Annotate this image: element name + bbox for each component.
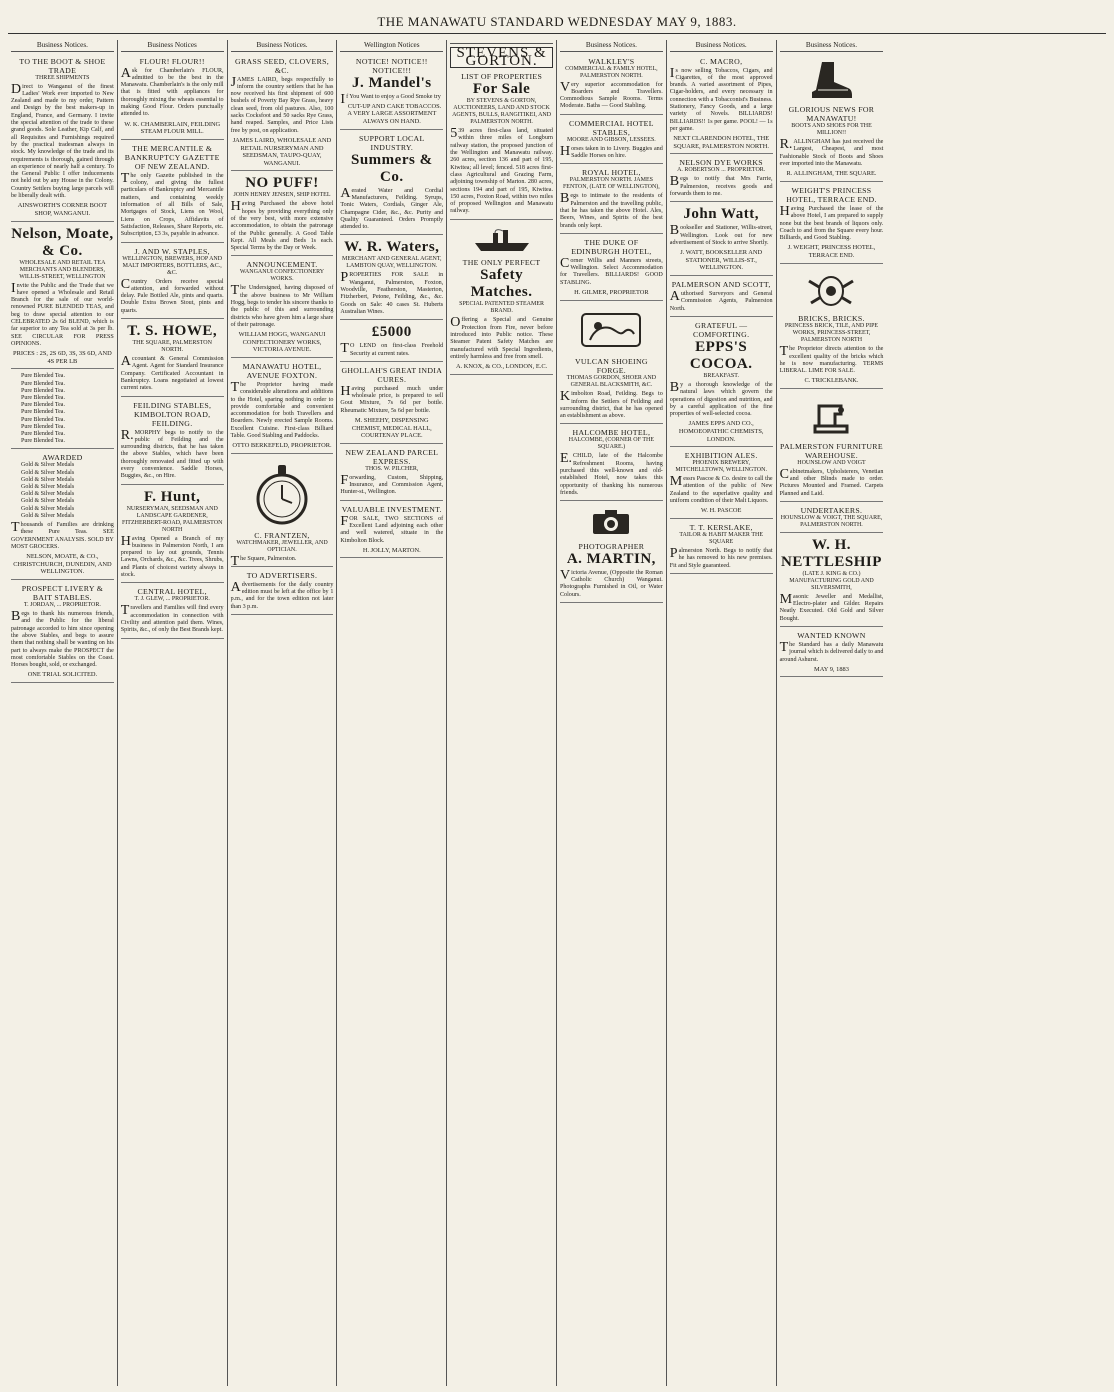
advertisement — [340, 237, 443, 320]
advertisement — [340, 55, 443, 130]
ad-subtitle: THE SQUARE, PALMERSTON NORTH. — [132, 340, 212, 354]
ad-body: Ask for Chamberlain's FLOUR, admitted to be the best in the Manawatu. Chamberlain's is the only mill that is fitted with appliances for thoroughly mixing the wheats essential to making Good Flour. Orders punctually attended to. — [120, 65, 224, 118]
ad-body: Having Opened a Branch of my business in Palmerston North, I am prepared to lay out grounds, Tennis Lawns, Orchards, &c., &c. Trees, Shrubs, and Plants of choicest variety always in stock. — [120, 533, 224, 579]
ad-subtitle: PHOENIX BREWERY, MITCHELLTOWN, WELLINGTON. — [675, 460, 767, 474]
ad-subtitle: PALMERSTON NORTH. JAMES FENTON, (LATE OF WELLINGTON), — [562, 177, 660, 191]
ad-headline: W. R. Waters, — [344, 239, 440, 256]
ad-subtitle: T. JORDAN, ... PROPRIETOR. — [23, 602, 101, 609]
ad-title: HALCOMBE HOTEL, — [572, 428, 651, 438]
ad-title: T. T. KERSLAKE, — [689, 522, 753, 532]
masthead-rule — [8, 33, 1106, 34]
ad-subtitle: THOMAS GORDON, SHOER AND GENERAL BLACKSMITH, &C. — [566, 375, 657, 389]
ad-headline: Summers & Co. — [351, 151, 433, 185]
ad-title: GLORIOUS NEWS FOR MANAWATU! — [788, 105, 875, 124]
advertisement — [560, 303, 663, 425]
ad-headline: For Sale — [472, 81, 531, 98]
column-heading: Business Notices — [121, 40, 224, 52]
ad-signature: JAMES EPPS AND CO., HOMOEOPATHIC CHEMISTS, LONDON. — [678, 420, 764, 443]
ad-title: LIST OF PROPERTIES — [461, 72, 543, 82]
ad-body: PROPERTIES FOR SALE in Wanganui, Palmerston, Foxton, Woodville, Featherston, Masterton, Fitzherbert, Petone, Feilding, &c., &c. Goods on Sale: 40 cases St. Huberts Australian Wines. — [340, 270, 444, 315]
ad-signature: C. TRICKLEBANK. — [804, 377, 859, 385]
ad-body: The Proprietor having made considerable alterations and additions to the Hotel, sparing nothing in order to provide comfortable and convenient accommodation for both Travellers and Boarders. Newly erected Sample Rooms. Excellent Cuisine. First-class Billiard Table. Good Stabling and Paddocks. — [230, 379, 334, 440]
ad-body: Palmerston North. Begs to notify that he has removed to his new premises. Fit and Style guaranteed. — [669, 545, 773, 569]
ad-list-item: Pure Blended Tea. — [21, 373, 65, 380]
ad-subtitle: A. ROBERTSON ... PROPRIETOR. — [677, 167, 766, 174]
advertisement — [121, 245, 224, 319]
ad-body: TO LEND on first-class Freehold Security at current rates. — [340, 341, 444, 357]
column-heading: Business Notices. — [780, 40, 884, 52]
advertisement — [670, 204, 773, 276]
ad-body: FOR SALE, TWO SECTIONS of Excellent Land adjoining each other and well watered, situate in the Kimbolton Block. — [340, 513, 444, 544]
ad-list-item: Pure Blended Tea. — [21, 423, 65, 430]
ad-body: Begs to notify that Mrs Farrie, Palmerston, receives goods and forwards them to me. — [669, 174, 773, 198]
advertisement — [560, 166, 663, 233]
ad-body: Aerated Water and Cordial Manufacturers, Feilding. Syrups, Tonic Waters, Cordials, Ginger Ale, Champagne Cider, &c., &c. Purity and Quality Guaranteed. Orders Promptly attended to. — [340, 185, 444, 231]
ad-title: BRICKS, BRICKS. — [798, 314, 865, 324]
advertisement — [340, 132, 443, 236]
ad-signature: NEXT CLARENDON HOTEL, THE SQUARE, PALMERSTON NORTH. — [673, 135, 770, 150]
ad-body: R.ALLINGHAM has just received the Largest, Cheapest, and most Fashionable Stock of Boots and Shoes ever imported into the Manawatu. — [779, 137, 884, 168]
ad-signature: NELSON, MOATE, & CO., CHRISTCHURCH, DUNEDIN, AND WELLINGTON. — [13, 553, 112, 576]
advertisement — [670, 278, 773, 317]
ad-subtitle: WATCHMAKER, JEWELLER, AND OPTICIAN. — [236, 539, 328, 553]
ad-title: GRASS SEED, CLOVERS, &C. — [235, 56, 329, 75]
ad-signature: WILLIAM HOGG, WANGANUI CONFECTIONERY WORKS, VICTORIA AVENUE. — [238, 331, 326, 354]
ad-title: AWARDED — [42, 453, 83, 463]
advertisement — [11, 224, 114, 370]
ad-headline: £5000 — [371, 324, 412, 341]
ad-title: COMMERCIAL HOTEL STABLES, — [568, 118, 654, 137]
advertisement — [121, 399, 224, 485]
ad-list-item: Gold & Silver Medals — [21, 498, 75, 505]
advertisement — [121, 585, 224, 638]
ad-list-item: Pure Blended Tea. — [21, 409, 65, 416]
column-heading: Business Notices. — [560, 40, 663, 52]
columns-container — [8, 40, 1106, 1386]
advertisement — [780, 391, 884, 502]
ad-body: Kimbolton Road, Feilding. Begs to inform the Settlers of Feilding and surrounding district, that he has opened an establishment as above. — [559, 389, 663, 420]
advertisement — [450, 70, 553, 220]
advertisement — [340, 503, 443, 559]
advertisement — [231, 360, 334, 454]
ad-signature: H. JOLLY, MARTON. — [362, 546, 421, 554]
column-4 — [337, 40, 447, 1386]
ad-body: Country Orders receive special attention, and forwarded without delay. Pale Bottled Ale, pints and quarts. Double Extra Brown Stout, pints and quarts. — [120, 276, 224, 314]
ad-headline: Nelson, Moate, & Co. — [11, 225, 114, 259]
ad-signature: W. K. CHAMBERLAIN, FEILDING STEAM FLOUR MILL. — [124, 120, 221, 136]
ad-signature: W. H. PASCOE — [700, 507, 742, 515]
column-3 — [228, 40, 338, 1386]
advertisement — [560, 236, 663, 301]
advertisement — [121, 142, 224, 243]
ad-title: ROYAL HOTEL, — [582, 168, 641, 178]
ad-signature: J. WATT, BOOKSELLER AND STATIONER, WILLIS-ST., WELLINGTON. — [680, 249, 763, 272]
ad-title: J. AND W. STAPLES, — [134, 246, 210, 256]
ad-subtitle: NURSERYMAN, SEEDSMAN AND LANDSCAPE GARDENER, FITZHERBERT-ROAD, PALMERSTON NORTH — [121, 505, 223, 533]
advertisement — [231, 258, 334, 358]
ad-signature: ONE TRIAL SOLICITED. — [27, 671, 98, 679]
advertisement — [780, 266, 884, 389]
ad-title: EXHIBITION ALES. — [684, 451, 758, 461]
ad-signature: JAMES LAIRD, WHOLESALE AND RETAIL NURSERYMAN AND SEEDSMAN, TAUPO-QUAY, WANGANUI. — [232, 136, 332, 167]
advertisement — [231, 55, 334, 172]
ad-title: WEIGHT'S PRINCESS HOTEL, TERRACE END. — [786, 185, 877, 204]
advertisement — [670, 156, 773, 202]
ad-list-item: Gold & Silver Medals — [21, 469, 75, 476]
ad-list-item: Gold & Silver Medals — [21, 476, 75, 483]
ad-body: 539 acres first-class land, situated within three miles of Longburn railway station, the proposed junction of the Wellington and Manawatu railway. 260 acres, section 136 and part of 195, Kiwitea; all level; fenced. 518 acres first-class Agricultural and Grazing Farm, adjoining township of Marton. 280 acres, sections 194 and part of 195, Kiwitea. 150 acres, Foxton Road, within two miles of proposed Wellington and Manawatu railway. — [450, 126, 553, 215]
ad-body: Cabinetmakers, Upholsterers, Venetian and other Blinds made to order. Pictures Mounted and Framed. Carpets Planned and Laid. — [779, 466, 884, 497]
advertisement — [11, 451, 114, 580]
advertisement — [11, 582, 114, 683]
ad-title: THE DUKE OF EDINBURGH HOTEL, — [571, 237, 652, 256]
column-heading: Business Notices. — [231, 40, 334, 52]
ad-body: By a thorough knowledge of the natural laws which govern the operations of digestion and nutrition, and by a careful application of the fine properties of well-selected cocoa. — [669, 379, 773, 418]
sewing-machine-icon — [780, 396, 884, 439]
ad-title: ANNOUNCEMENT. — [246, 260, 318, 270]
ad-list-item: Pure Blended Tea. — [21, 395, 65, 401]
advertisement — [670, 55, 773, 155]
ad-body: Messrs Pascoe & Co. desire to call the attention of the public of New Zealand to the superlative quality and uniform condition of their Malt Liquors. — [669, 474, 773, 505]
advertisement — [121, 321, 224, 396]
column-heading: Wellington Notices — [340, 40, 443, 52]
ad-list-item: Gold & Silver Medals — [21, 505, 75, 512]
ad-body: Thousands of Families are drinking these Pure Teas. SEE GOVERNMENT ANALYSIS. SOLD BY MOST GROCERS. — [11, 520, 114, 550]
ad-body: Horses taken in to Livery. Buggies and Saddle Horses on hire. — [559, 143, 663, 160]
ad-body: The Proprietor directs attention to the excellent quality of the bricks which he is now manufacturing. TERMS LIBERAL. LIME FOR SALE. — [779, 344, 884, 375]
advertisement — [670, 449, 773, 519]
advertisement — [780, 629, 884, 677]
ad-title: THE ONLY PERFECT — [462, 258, 541, 268]
ad-title: VULCAN SHOEING FORGE. — [574, 357, 648, 376]
ad-title: UNDERTAKERS. — [800, 505, 863, 515]
column-heading — [450, 40, 553, 44]
advertisement — [560, 55, 663, 115]
ad-body: Travellers and Families will find every accommodation in connection with Civility and attention paid them. Wines, Spirits, &c., of only the Best Brands kept. — [120, 603, 224, 634]
advertisement — [231, 173, 334, 256]
ad-signature: R. ALLINGHAM, THE SQUARE. — [786, 170, 877, 178]
ad-subtitle: HALCOMBE, (CORNER OF THE SQUARE.) — [568, 437, 654, 451]
column-7 — [667, 40, 777, 1386]
ad-subtitle: THREE SHIPMENTS — [35, 74, 90, 81]
ad-signature: A. KNOX, & CO., LONDON, E.C. — [455, 363, 548, 371]
ad-title: VALUABLE INVESTMENT. — [341, 504, 442, 514]
ad-headline: F. Hunt, — [144, 488, 201, 505]
ad-body: The Undersigned, having disposed of the above business to Mr William Hogg, begs to tender his sincere thanks to the public of this and surrounding districts who have given him a large share of their patronage. — [230, 283, 334, 328]
ad-title: THE MERCANTILE & BANKRUPTCY GAZETTE OF NEW ZEALAND. — [124, 143, 220, 171]
ad-list-item: Pure Blended Tea. — [21, 438, 65, 445]
column-banner: STEVENS & GORTON. — [450, 47, 553, 68]
ad-subtitle: HOUNSLOW AND VOIGT — [797, 459, 866, 466]
steamship-icon — [450, 227, 553, 256]
column-1 — [8, 40, 118, 1386]
advertisement — [780, 535, 884, 627]
ad-signature: M. SHEEHY, DISPENSING CHEMIST, MEDICAL HALL, COURTENAY PLACE. — [351, 417, 432, 440]
ad-body: JAMES LAIRD, begs respectfully to inform the country settlers that he has now received his first shipment of 600 bushels of Poverty Bay Rye Grass, heavy clean seed, from old pastures. Also, 100 sacks Cocksfoot and 50 sacks Rye Grass, hand reaped. Samples, and Price Lists free by post, on application. — [230, 74, 334, 134]
ad-body: The only Gazette published in the colony, and giving the fullest particulars of Bankruptcy and Mercantile matters, and containing weekly information of all Bills of Sale, Mortgages of Stock, Liens on Wool, Liens on Crops, Affidavits of Satisfaction, Releases, Share Reports, etc. Subscription, £3 3s, payable in advance. — [120, 170, 224, 238]
ad-subtitle: TAILOR & HABIT MAKER THE SQUARE — [679, 531, 763, 545]
ad-title: FEILDING STABLES, KIMBOLTON ROAD, FEILDING. — [133, 400, 212, 428]
pocket-watch-icon — [231, 461, 334, 528]
ad-signature: PRICES : 2S, 2S 6D, 3S, 3S 6D, AND 4S PER LB — [13, 350, 112, 365]
advertisement — [450, 222, 553, 375]
ad-subtitle: HOUNSLOW & VOIGT, THE SQUARE, PALMERSTON NORTH. — [780, 514, 883, 528]
ad-subtitle: (LATE J. KING & CO.) MANUFACTURING GOLD AND SILVERSMITH, — [789, 570, 874, 591]
ad-title: PHOTOGRAPHER — [578, 541, 645, 551]
ad-title: TO ADVERTISERS. — [246, 570, 318, 580]
ad-title: NEW ZEALAND PARCEL EXPRESS. — [345, 447, 439, 466]
ad-signature: OTTO BERKEFELD, PROPRIETOR. — [232, 442, 332, 450]
ad-title: PALMERSON AND SCOTT, — [671, 280, 771, 290]
ad-body: Accountant & General Commission Agent. Agent for Standard Insurance Company. Certificated Accountant in Bankruptcy. Loans negotiated at lowest current rates. — [120, 354, 224, 392]
column-8 — [777, 40, 887, 1386]
advertisement — [780, 504, 884, 533]
ad-list-item: Pure Blended Tea. — [21, 402, 65, 409]
masthead-title: THE MANAWATU STANDARD WEDNESDAY MAY 9, 1883. — [377, 14, 737, 29]
ad-list-item: Pure Blended Tea. — [21, 416, 65, 423]
ad-subtitle: BY STEVENS & GORTON, AUCTIONEERS, LAND AND STOCK AGENTS, BULLS, RANGITIKEI, AND PALMERSTON NORTH. — [452, 98, 552, 126]
advertisement — [231, 456, 334, 567]
ad-signature: H. GILMER, PROPRIETOR — [574, 289, 649, 297]
advertisement — [560, 426, 663, 501]
ad-title: NELSON DYE WORKS — [679, 158, 763, 168]
ad-body: Victoria Avenue, (Opposite the Roman Catholic Church) Wanganui. Photographs Furnished in Oil, or Water Colours. — [559, 567, 663, 598]
ad-title: WANTED KNOWN — [797, 630, 866, 640]
ad-list-item: Pure Blended Tea. — [21, 431, 65, 438]
column-2 — [118, 40, 228, 1386]
column-6 — [557, 40, 667, 1386]
column-5 — [447, 40, 557, 1386]
ad-title: NOTICE! NOTICE!! NOTICE!!! — [355, 56, 428, 75]
advertisement — [11, 55, 114, 222]
advertisement — [231, 569, 334, 615]
ad-headline: Safety Matches. — [470, 267, 533, 301]
ad-title: PALMERSTON FURNITURE WAREHOUSE. — [780, 441, 883, 460]
ad-headline: J. Mandel's — [351, 74, 432, 91]
ad-title: CENTRAL HOTEL, — [137, 587, 207, 597]
ad-headline: W. H. NETTLESHIP — [781, 536, 882, 570]
ad-subtitle: PRINCESS BRICK, TILE, AND PIPE WORKS, PRINCESS-STREET, PALMERSTON NORTH — [784, 323, 879, 344]
ad-title: C. FRANTZEN, — [254, 530, 310, 540]
ad-subtitle: T. J. GLEW, ... PROPRIETOR. — [134, 596, 210, 603]
ad-subtitle: COMMERCIAL & FAMILY HOTEL, PALMERSTON NORTH. — [565, 65, 658, 79]
column-heading: Business Notices. — [670, 40, 773, 52]
ad-subtitle: MOORE AND GIBSON, LESSEES. — [566, 136, 656, 143]
photo-camera-icon — [560, 508, 663, 539]
ad-body: Bookseller and Stationer, Willis-street, Wellington. Look out for new advertisement of Stock to arrive Shortly. — [669, 223, 773, 246]
ad-title: MANAWATU HOTEL, AVENUE FOXTON. — [242, 361, 322, 380]
ad-signature: CUT-UP AND CAKE TOBACCOS. A VERY LARGE ASSORTMENT ALWAYS ON HAND. — [347, 102, 442, 126]
ad-body: E.CHILD, late of the Halcombe Refreshment Rooms, having purchased this well-known and old-established Hotel, now takes this opportunity of thanking his numerous friends. — [559, 451, 663, 496]
ad-body: Is now selling Tobaccos, Cigars, and Cigarettes, of the most approved brands. A varied assortment of Pipes, Cigar-holders, and every necessary in connection with a Tobacconist's Business. Stationery, Fancy Goods, and a large variety of Novels. BILLIARDS! BILLIARDS!! 1s per game. POOL! — 1s per game. — [669, 65, 773, 132]
advertisement — [340, 446, 443, 501]
ad-subtitle: THOS. W. PILCHER, — [365, 465, 419, 472]
advertisement — [670, 319, 773, 447]
advertisement — [121, 55, 224, 140]
ad-subtitle: SPECIAL PATENTED STEAMER BRAND. — [459, 301, 545, 315]
crest-icon — [780, 271, 884, 312]
advertisement — [560, 503, 663, 603]
ad-list-item: Gold & Silver Medals — [21, 491, 75, 498]
column-heading: Business Notices. — [11, 40, 114, 52]
ad-body: If You Want to enjoy a Good Smoke try — [340, 91, 441, 107]
ad-subtitle: BREAKFAST. — [703, 372, 739, 379]
ad-signature: J. WEIGHT, PRINCESS HOTEL, TERRACE END. — [787, 244, 876, 260]
ad-subtitle: MERCHANT AND GENERAL AGENT, LAMBTON QUAY, WELLINGTON. — [342, 256, 442, 270]
ad-body: R.MORPHY begs to notify to the public of Feilding and the surrounding districts, that he has taken the above Stables, which have been thoroughly renovated and fitted up with every convenience. Saddle Horses, Buggies, &c., on Hire. — [120, 427, 224, 480]
ad-body: Begs to intimate to the residents of Palmerston and the travelling public, that he has taken the above Hotel. Ales, Beers, Wines, and Spirits of the best brands only kept. — [559, 191, 663, 229]
ad-body: Direct to Wanganui of the finest Ladies' Work ever imported to New Zealand and made to my order, Pattern and Design by the best makers-up in England, France, and Germany. I invite the special attention of the trade to these grand goods. Sole Leather, Kip Calf, and all Requisites and Furnishings required by the practical tradesman always in stock. My knowledge of the trade and its requirements is thorough, gained through an experience of nearly half a century. To the General Public I offer inducements not held out by any House in the Colony. Country Settlers buying large parcels will be liberally dealt with. — [11, 81, 114, 200]
ad-body: Masonic Jeweller and Medallist, Electro-plater and Gilder. Repairs Neatly Executed. Old Gold and Silver Bought. — [779, 591, 884, 622]
boot-icon — [780, 60, 884, 103]
ad-list-item: Pure Blended Tea. — [21, 380, 65, 387]
ad-list-item: Pure Blended Tea. — [21, 387, 65, 394]
ad-body: The Square, Palmerston. — [230, 553, 297, 569]
ad-list-item: Gold & Silver Medals — [21, 462, 75, 469]
advertisement — [670, 521, 773, 574]
advertisement — [780, 184, 884, 264]
advertisement — [340, 364, 443, 444]
advertisement — [780, 55, 884, 182]
advertisement — [121, 487, 224, 584]
ad-title: GHOLLAH'S GREAT INDIA CURES. — [341, 365, 443, 384]
ad-body: Having Purchased the lease of the above Hotel, I am prepared to supply none but the best brands of liquors only. Coach to and from the Square every hour. Billiards, and Good Stabling. — [779, 203, 884, 242]
ad-title: TO THE BOOT & SHOE TRADE — [19, 56, 106, 75]
ad-body: Having Purchased the above hotel hopes by providing everything only of the very best, with more extensive accommodation, to obtain the patronage of the Public generally. A Good Table Kept. All Meals and Beds 1s each. Special Terms by the Day or Week. — [230, 199, 334, 252]
ad-headline: John Watt, — [683, 206, 759, 223]
ad-subtitle: BOOTS AND SHOES FOR THE MILLION!! — [791, 123, 872, 137]
ad-headline: EPPS'S COCOA. — [689, 338, 753, 372]
ad-headline: T. S. HOWE, — [127, 323, 218, 340]
ad-title: PROSPECT LIVERY & BAIT STABLES. — [21, 584, 104, 603]
ad-signature: MAY 9, 1883 — [814, 665, 849, 673]
ad-subtitle: WELLINGTON, BREWERS, HOP AND MALT IMPORTERS, BOTTLERS, &C., &C. — [122, 255, 223, 276]
ad-body: Begs to thank his numerous friends, and the Public for the liberal patronage accorded to him since opening the above Stables, and begs to assure them that nothing shall be wanting on his part to always make the PROSPECT the most comfortable Stables on the Coast. Horses bought, sold, or exchanged. — [11, 609, 114, 669]
ad-body: Forwarding, Custom, Shipping, Insurance, and Commission Agent, Hunter-st., Wellington. — [340, 472, 444, 496]
ad-title: C. MACRO, — [700, 56, 743, 66]
ad-subtitle: WHOLESALE AND RETAIL TEA MERCHANTS AND BLENDERS, WILLIS-STREET, WELLINGTON — [19, 259, 106, 280]
ad-subtitle: WANGANUI CONFECTIONERY WORKS. — [239, 269, 325, 283]
ad-title: WALKLEY'S — [588, 56, 635, 66]
ad-body: Very superior accommodation for Boarders and Travellers. Commodious Sample Rooms. Terms Moderate. Baths — Good Stabling. — [559, 79, 663, 110]
ad-subtitle: JOHN HENRY JENSEN, SHIP HOTEL — [233, 192, 331, 199]
advertisement — [560, 117, 663, 165]
ad-body: Advertisements for the daily country edition must be left at the office by 1 p.m., and for the town edition not later than 3 p.m. — [230, 579, 334, 610]
ad-headline: NO PUFF! — [245, 175, 319, 192]
ad-headline: A. MARTIN, — [566, 550, 656, 567]
ad-body: Corner Willis and Manners streets, Wellington. Select Accommodation for Travellers. BILLIARDS! GOOD STABLING. — [559, 255, 663, 286]
ad-body: Offering a Special and Genuine Protection from Fire, never before introduced into Public notice. These Steamer Patent Safety Matches are manufactured with Special Ingredients, entirely harmless and free from smell. — [450, 315, 553, 360]
advertisement — [11, 371, 114, 449]
ad-title: SUPPORT LOCAL INDUSTRY. — [359, 133, 425, 152]
ad-list-item: Gold & Silver Medals — [21, 512, 75, 519]
horse-shoe-icon — [560, 308, 663, 355]
ad-title: GRATEFUL — COMFORTING. — [693, 320, 750, 339]
ad-body: Authorised Surveyors and General Commission Agents, Palmerston North. — [669, 289, 773, 312]
advertisement — [340, 322, 443, 362]
ad-title: FLOUR! FLOUR!! — [139, 56, 205, 66]
ad-body: Invite the Public and the Trade that we have opened a Wholesale and Retail Branch for the sale of our world-renowned PURE BLENDED TEAS, and beg to draw special attention to our CELEBRATED 2s 6d BLEND, which is far superior to any Tea sold at 3s per lb. SEE CIRCULAR FOR PRESS OPINIONS. — [11, 280, 114, 347]
ad-signature: AINSWORTH'S CORNER BOOT SHOP, WANGANUI. — [17, 202, 107, 217]
ad-body: The Standard has a daily Manawatu journal which is delivered daily to and around Ashurst. — [779, 639, 884, 663]
ad-list-item: Gold & Silver Medals — [21, 484, 75, 491]
ad-body: Having purchased much under wholesale price, is prepared to sell Gout Mixture, 7s 6d per bottle. Rheumatic Mixture, 5s 6d per bottle. — [340, 383, 444, 414]
